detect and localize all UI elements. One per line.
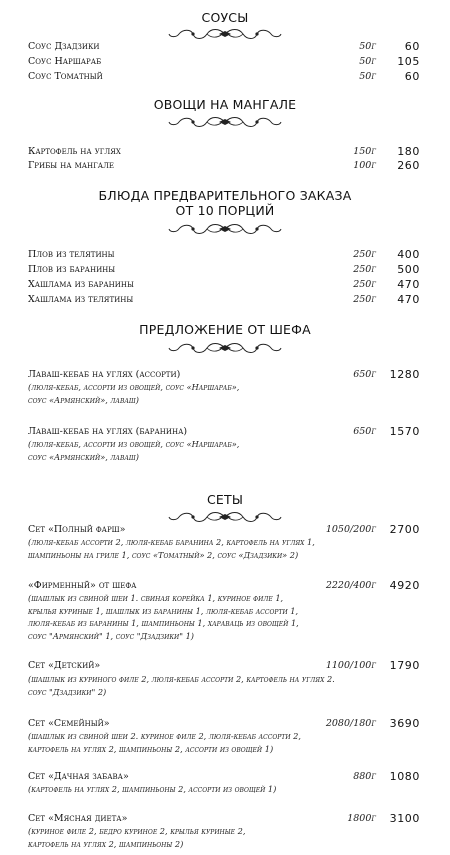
menu-item [28,262,420,277]
item-name: Плов из телятины [28,249,115,260]
item-name: Грибы на мангале [28,160,115,171]
item-weight: 50г [359,56,376,67]
desc-line: картофель на углях 2, шампиньоны 2, ассорти из овощей 1) [28,743,274,754]
section-subtitle-preorder: ОТ 10 ПОРЦИЙ [175,203,275,218]
item-price: 3100 [389,812,420,825]
menu-item [28,367,420,382]
item-name: Сет «Мясная диета» [28,813,128,824]
menu-item [28,811,420,826]
item-price: 1570 [389,425,420,438]
item-description [28,592,368,642]
item-weight: 250г [353,264,376,275]
item-description [28,825,368,850]
item-description [28,783,368,796]
item-price: 3690 [389,717,420,730]
desc-line: крылья куриные 1, шашлык из баранины 1, люля-кебаб ассорти 1, [28,605,299,616]
menu-item [28,716,420,731]
item-name: Сет «Семейный» [28,718,110,729]
item-description [28,730,368,755]
desc-line: соус «Армянский», лаваш) [28,451,139,462]
item-weight: 650г [353,426,376,437]
item-name: Соус Наршараб [28,56,102,67]
desc-line: (шашлык из куриного филе 2, люля-кебаб ассорти 2, картофель на углях 2. [28,674,335,684]
desc-line: соус «Армянский», лаваш) [28,394,139,405]
section-title-sauces: СОУСЫ [201,10,249,25]
desc-line: шампиньоны на гриле 1, соус «Томатный» 2, соус «Дзадзики» 2) [28,549,299,560]
item-weight: 880г [353,771,376,782]
item-weight: 250г [353,294,376,305]
menu-item [28,144,420,159]
item-price: 1280 [389,368,420,381]
desc-line: (шашлык из свиной шеи 2. куриное филе 2, люля-кебаб ассорти 2, [28,731,301,741]
menu-item [28,54,420,69]
menu-item [28,424,420,439]
menu-item [28,158,420,173]
ornament-divider [167,221,283,237]
item-weight: 1800г [347,813,376,824]
item-name: Хашлама из телятины [28,294,134,305]
item-price: 4920 [389,579,420,592]
menu-item [28,292,420,307]
menu-item [28,522,420,537]
desc-line: (люля-кебаб ассорти 2, люля-кебаб баранина 2, картофель на углях 1, [28,537,315,547]
item-price: 60 [404,40,420,53]
item-price: 400 [397,248,420,261]
desc-line: (люля-кебаб, ассорти из овощей, соус «Наршараб», [28,382,240,392]
menu-item [28,769,420,784]
item-name: Картофель на углях [28,146,121,157]
item-price: 470 [397,278,420,291]
item-name: Сет «Дачная забава» [28,771,129,782]
desc-line: (картофель на углях 2, шампиньоны 2, ассорти из овощей 1) [28,784,277,794]
item-description [28,536,368,561]
item-weight: 1100/100г [325,660,376,671]
menu-item [28,578,420,593]
item-weight: 50г [359,71,376,82]
menu-item [28,69,420,84]
desc-line: соус "Дзадзики" 2) [28,686,107,697]
item-description [28,673,388,698]
menu-item [28,39,420,54]
item-name: «Фирменный» от шефа [28,580,137,591]
item-name: Плов из баранины [28,264,116,275]
desc-line: картофель на углях 2, шампиньоны 2) [28,838,184,849]
ornament-divider [167,340,283,356]
item-price: 105 [397,55,420,68]
menu-item [28,277,420,292]
item-price: 1080 [389,770,420,783]
ornament-divider [167,114,283,130]
section-title-sets: СЕТЫ [206,492,244,507]
item-name: Лаваш-кебаб на углях (ассорти) [28,369,181,380]
desc-line: люля-кебаб из баранины 1, шампиньоны 1, хараваць из овощей 1, [28,618,299,628]
section-title-preorder: БЛЮДА ПРЕДВАРИТЕЛЬНОГО ЗАКАЗА [98,188,352,203]
item-weight: 2080/180г [325,718,376,729]
section-title-grill-vegetables: ОВОЩИ НА МАНГАЛЕ [153,97,297,112]
item-weight: 100г [353,160,376,171]
item-price: 60 [404,70,420,83]
item-price: 260 [397,159,420,172]
item-name: Лаваш-кебаб на углях (баранина) [28,426,188,437]
item-name: Сет «Детский» [28,660,101,671]
item-price: 470 [397,293,420,306]
item-price: 1790 [389,659,420,672]
item-description [28,438,348,463]
item-price: 2700 [389,523,420,536]
item-weight: 50г [359,41,376,52]
item-price: 500 [397,263,420,276]
desc-line: соус "Армянский" 1, соус "Дзадзики" 1) [28,630,194,641]
item-weight: 650г [353,369,376,380]
section-title-chef: ПРЕДЛОЖЕНИЕ ОТ ШЕФА [139,322,311,337]
item-name: Сет «Полный фарш» [28,524,126,535]
item-weight: 2220/400г [325,580,376,591]
item-weight: 250г [353,279,376,290]
item-description [28,381,348,406]
item-name: Хашлама из баранины [28,279,134,290]
menu-item [28,658,420,673]
desc-line: (шашлык из свиной шеи 1. свиная корейка 1, куриное филе 1, [28,593,284,603]
item-weight: 1050/200г [325,524,376,535]
item-name: Соус Томатный [28,71,103,82]
desc-line: (люля-кебаб, ассорти из овощей, соус «Наршараб», [28,439,240,449]
item-weight: 150г [353,146,376,157]
item-price: 180 [397,145,420,158]
menu-item [28,247,420,262]
item-weight: 250г [353,249,376,260]
item-name: Соус Дзадзики [28,41,100,52]
desc-line: (куриное филе 2, бедро куриное 2, крылья куриные 2, [28,826,246,836]
